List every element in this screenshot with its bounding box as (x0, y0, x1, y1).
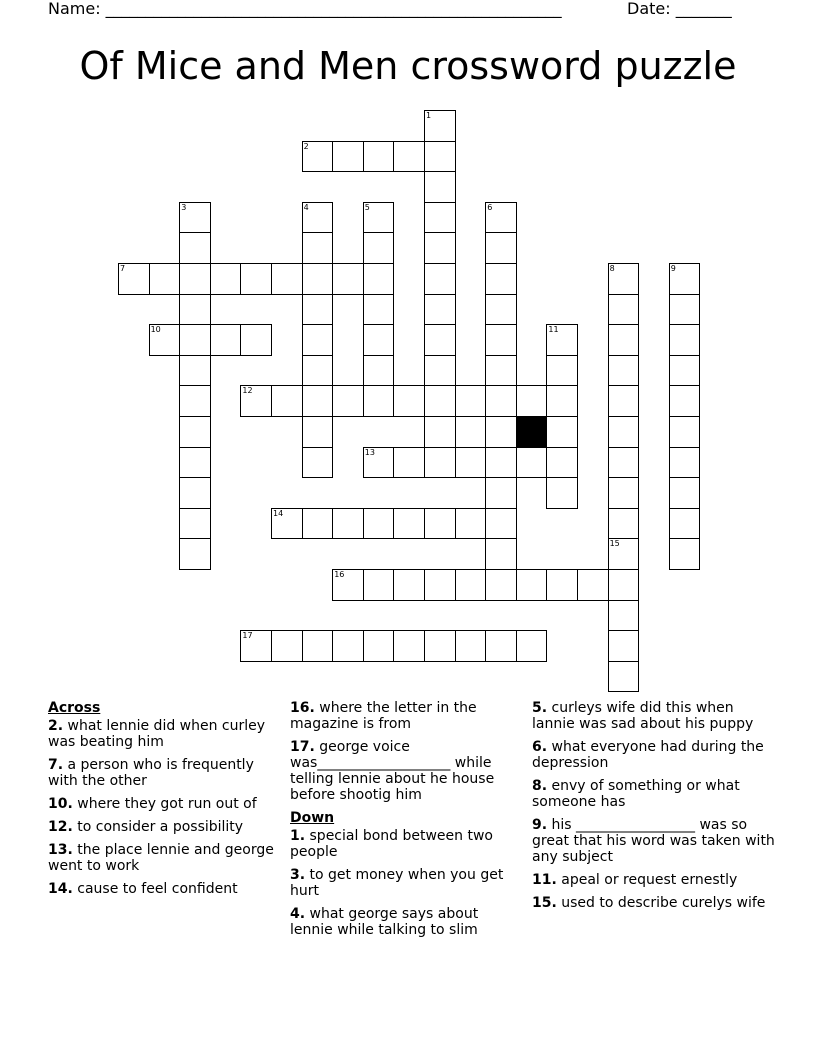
grid-cell[interactable] (240, 263, 272, 295)
clue-across-10 (48, 796, 278, 812)
grid-cell[interactable] (485, 232, 517, 264)
clue-text: george voice was___________________ while telling lennie about he house before shootig him (290, 739, 495, 803)
grid-cell[interactable] (485, 508, 517, 540)
clue-text: where the letter in the magazine is from (290, 700, 477, 732)
grid-cell[interactable] (363, 355, 395, 387)
grid-cell[interactable] (669, 385, 701, 417)
grid-cell[interactable] (424, 385, 456, 417)
grid-cell[interactable] (179, 232, 211, 264)
name-field-label[interactable]: Name: _________________________________________________________ (48, 0, 562, 18)
grid-cell[interactable] (669, 447, 701, 479)
clue-across-13 (48, 842, 278, 874)
grid-cell[interactable] (424, 263, 456, 295)
clue-number-label: 9 (670, 264, 676, 273)
clue-text: special bond between two people (290, 828, 493, 860)
grid-cell[interactable] (363, 324, 395, 356)
clue-text: to get money when you get hurt (290, 867, 504, 899)
grid-cell[interactable] (302, 630, 334, 662)
grid-cell[interactable] (302, 232, 334, 264)
grid-cell[interactable] (179, 324, 211, 356)
grid-cell[interactable] (179, 416, 211, 448)
clue-down-8 (532, 778, 777, 810)
grid-cell[interactable] (608, 661, 640, 693)
grid-cell[interactable] (669, 294, 701, 326)
grid-cell[interactable] (302, 324, 334, 356)
clue-text: where they got run out of (77, 796, 257, 812)
grid-cell[interactable] (424, 294, 456, 326)
clue-text: a person who is frequently with the other (48, 757, 254, 789)
clue-number: 7. (48, 757, 64, 773)
grid-cell[interactable] (363, 263, 395, 295)
grid-cell[interactable] (546, 569, 578, 601)
clue-down-3 (290, 867, 525, 899)
grid-cell[interactable] (302, 447, 334, 479)
clue-across-16 (290, 700, 525, 732)
grid-cell[interactable] (179, 385, 211, 417)
clue-number: 17. (290, 739, 315, 755)
clue-number-label: 14 (273, 508, 284, 518)
grid-cell[interactable] (455, 385, 487, 417)
grid-cell[interactable] (332, 630, 364, 662)
grid-cell[interactable] (608, 600, 640, 632)
grid-cell[interactable] (608, 508, 640, 540)
grid-cell[interactable] (669, 324, 701, 356)
grid-cell[interactable] (608, 416, 640, 448)
clue-text: what george says about lennie while talking to slim (290, 906, 479, 938)
grid-cell[interactable] (393, 447, 425, 479)
grid-cell[interactable] (608, 447, 640, 479)
grid-cell[interactable] (271, 385, 303, 417)
grid-cell[interactable] (608, 294, 640, 326)
clue-number: 5. (532, 700, 548, 716)
clue-down-11 (532, 872, 777, 888)
clue-text: apeal or request ernestly (561, 872, 738, 888)
clue-across-2 (48, 718, 278, 750)
clue-text: used to describe curelys wife (561, 895, 766, 911)
clue-number-label: 17 (242, 631, 253, 641)
grid-cell[interactable] (516, 385, 548, 417)
grid-cell[interactable] (271, 263, 303, 295)
grid-cell[interactable] (363, 294, 395, 326)
grid-cell[interactable] (424, 232, 456, 264)
clue-number-label: 7 (120, 264, 126, 273)
clue-number: 4. (290, 906, 306, 922)
grid-cell[interactable] (271, 630, 303, 662)
grid-cell[interactable] (302, 508, 334, 540)
grid-cell[interactable] (424, 202, 456, 234)
clue-across-7 (48, 757, 278, 789)
clue-text: curleys wife did this when lannie was sad about his puppy (532, 700, 754, 732)
clue-number: 3. (290, 867, 306, 883)
clue-text: envy of something or what someone has (532, 778, 740, 810)
clue-number-label: 3 (181, 202, 187, 212)
grid-cell[interactable] (302, 263, 334, 295)
clues-column-1 (48, 700, 278, 904)
grid-cell[interactable] (485, 324, 517, 356)
grid-cell[interactable] (240, 324, 272, 356)
clue-number-label: 6 (487, 202, 493, 212)
clue-number-label: 13 (364, 447, 375, 457)
clue-number-label: 4 (303, 202, 309, 212)
clue-number: 6. (532, 739, 548, 755)
grid-cell[interactable] (608, 385, 640, 417)
clue-number: 8. (532, 778, 548, 794)
grid-cell[interactable] (363, 232, 395, 264)
clues-column-2 (290, 700, 525, 945)
clue-number: 16. (290, 700, 315, 716)
clue-down-4 (290, 906, 525, 938)
grid-cell[interactable] (424, 416, 456, 448)
grid-cell[interactable] (179, 538, 211, 570)
grid-cell[interactable] (393, 141, 425, 173)
grid-cell[interactable] (455, 569, 487, 601)
grid-cell[interactable] (485, 569, 517, 601)
clues-column-3 (532, 700, 777, 918)
clue-number-label: 1 (426, 111, 432, 120)
grid-cell[interactable] (669, 538, 701, 570)
grid-cell[interactable] (393, 569, 425, 601)
grid-cell[interactable] (546, 385, 578, 417)
clue-number-label: 10 (150, 325, 161, 335)
grid-cell[interactable] (516, 630, 548, 662)
grid-cell[interactable] (393, 385, 425, 417)
clue-number-label: 16 (334, 570, 345, 579)
grid-cell[interactable] (455, 447, 487, 479)
grid-cell[interactable] (363, 385, 395, 417)
clue-down-6 (532, 739, 777, 771)
grid-cell[interactable] (485, 477, 517, 509)
grid-cell[interactable] (179, 508, 211, 540)
grid-cell[interactable] (608, 355, 640, 387)
grid-cell[interactable] (608, 569, 640, 601)
grid-cell[interactable] (424, 141, 456, 173)
clue-across-14 (48, 881, 278, 897)
clue-down-5 (532, 700, 777, 732)
grid-cell[interactable] (669, 355, 701, 387)
grid-cell[interactable] (332, 508, 364, 540)
grid-cell[interactable] (424, 508, 456, 540)
grid-cell[interactable] (485, 263, 517, 295)
clue-number-label: 2 (303, 141, 309, 151)
clue-number-label: 11 (548, 325, 559, 335)
grid-cell[interactable] (455, 508, 487, 540)
grid-cell[interactable] (332, 141, 364, 173)
grid-cell[interactable] (485, 630, 517, 662)
clue-text: what everyone had during the depression (532, 739, 764, 771)
grid-cell[interactable] (608, 324, 640, 356)
across-heading: Across (48, 700, 101, 716)
clue-down-1 (290, 828, 525, 860)
clue-text: to consider a possibility (77, 819, 244, 835)
grid-cell[interactable] (669, 416, 701, 448)
clue-number: 9. (532, 817, 548, 833)
grid-cell[interactable] (485, 294, 517, 326)
grid-cell[interactable] (302, 416, 334, 448)
grid-cell[interactable] (179, 263, 211, 295)
grid-cell[interactable] (546, 416, 578, 448)
clue-number: 10. (48, 796, 73, 812)
grid-cell[interactable] (424, 355, 456, 387)
grid-cell[interactable] (302, 385, 334, 417)
grid-cell[interactable] (393, 630, 425, 662)
grid-cell[interactable] (363, 569, 395, 601)
grid-cell[interactable] (149, 263, 181, 295)
grid-cell[interactable] (424, 630, 456, 662)
grid-cell[interactable] (577, 569, 609, 601)
clue-number: 14. (48, 881, 73, 897)
clue-number-label: 5 (364, 202, 370, 212)
clue-across-12 (48, 819, 278, 835)
grid-cell[interactable] (608, 477, 640, 509)
date-field-label[interactable]: Date: _______ (627, 0, 732, 18)
page-title: Of Mice and Men crossword puzzle (79, 44, 737, 88)
clue-text: the place lennie and george went to work (48, 842, 274, 874)
grid-cell[interactable] (546, 355, 578, 387)
grid-cell[interactable] (363, 508, 395, 540)
grid-cell[interactable] (485, 416, 517, 448)
grid-cell[interactable] (669, 508, 701, 540)
clue-number: 13. (48, 842, 73, 858)
clue-across-17 (290, 739, 525, 803)
grid-cell[interactable] (302, 355, 334, 387)
grid-cell[interactable] (363, 630, 395, 662)
grid-cell[interactable] (393, 508, 425, 540)
clue-number-label: 8 (609, 264, 615, 273)
clue-number: 1. (290, 828, 306, 844)
clue-number: 12. (48, 819, 73, 835)
grid-cell[interactable] (669, 477, 701, 509)
clue-number-label: 12 (242, 386, 253, 396)
grid-cell[interactable] (516, 447, 548, 479)
grid-cell[interactable] (424, 324, 456, 356)
clue-down-9 (532, 817, 777, 865)
clue-number: 15. (532, 895, 557, 911)
grid-cell[interactable] (485, 355, 517, 387)
clue-text: what lennie did when curley was beating him (48, 718, 266, 750)
grid-cell[interactable] (302, 294, 334, 326)
grid-cell[interactable] (424, 171, 456, 203)
grid-cell[interactable] (424, 447, 456, 479)
grid-cell[interactable] (332, 385, 364, 417)
grid-cell[interactable] (608, 630, 640, 662)
grid-cell[interactable] (332, 263, 364, 295)
grid-cell[interactable] (485, 538, 517, 570)
down-heading: Down (290, 810, 335, 826)
grid-cell[interactable] (210, 263, 242, 295)
grid-cell[interactable] (210, 324, 242, 356)
grid-block (516, 416, 548, 448)
clue-number: 2. (48, 718, 64, 734)
grid-cell[interactable] (546, 447, 578, 479)
clue-number-label: 15 (609, 539, 620, 549)
clue-text: cause to feel confident (77, 881, 238, 897)
grid-cell[interactable] (546, 477, 578, 509)
grid-cell[interactable] (424, 569, 456, 601)
clue-text: his _________________ was so great that his word was taken with any subject (532, 817, 775, 865)
grid-cell[interactable] (179, 294, 211, 326)
grid-cell[interactable] (363, 141, 395, 173)
grid-cell[interactable] (179, 477, 211, 509)
clue-number: 11. (532, 872, 557, 888)
grid-cell[interactable] (485, 447, 517, 479)
grid-cell[interactable] (455, 630, 487, 662)
grid-cell[interactable] (179, 447, 211, 479)
grid-cell[interactable] (179, 355, 211, 387)
clue-down-15 (532, 895, 777, 911)
grid-cell[interactable] (485, 385, 517, 417)
grid-cell[interactable] (516, 569, 548, 601)
